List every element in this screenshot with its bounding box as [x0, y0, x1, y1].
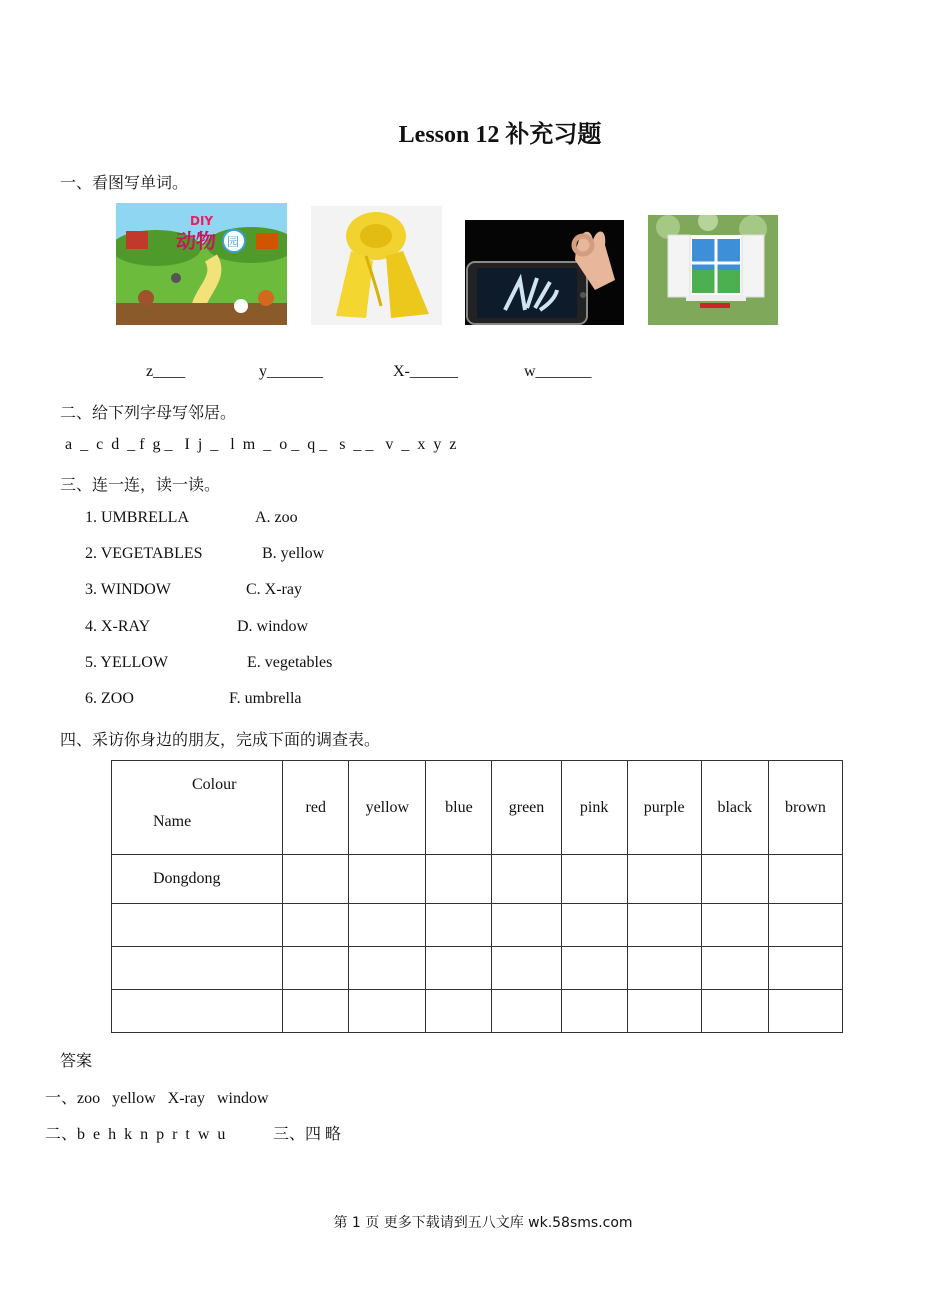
- blank-window[interactable]: w_______: [524, 363, 592, 380]
- match-right-2: B. yellow: [262, 545, 325, 562]
- table-cell[interactable]: [561, 990, 627, 1033]
- match-right-3: C. X-ray: [246, 581, 302, 598]
- answers-line2-b: 三、四 略: [273, 1126, 342, 1143]
- table-row: [112, 990, 843, 1033]
- table-cell[interactable]: [349, 855, 426, 904]
- table-row: [112, 904, 843, 947]
- table-cell[interactable]: [426, 990, 492, 1033]
- colour-header: brown: [768, 761, 842, 855]
- answers-line1: 一、zoo yellow X-ray window: [45, 1090, 269, 1107]
- svg-text:动物: 动物: [176, 229, 216, 253]
- match-left-6: 6. ZOO: [85, 690, 134, 707]
- table-cell[interactable]: [561, 947, 627, 990]
- table-cell[interactable]: [561, 855, 627, 904]
- name-cell[interactable]: [112, 990, 283, 1033]
- blank-zoo[interactable]: z____: [146, 363, 186, 380]
- page-title: Lesson 12 补充习题: [398, 122, 602, 148]
- table-cell[interactable]: [349, 947, 426, 990]
- match-right-4: D. window: [237, 618, 309, 635]
- match-right-1: A. zoo: [255, 509, 298, 526]
- table-cell[interactable]: [627, 947, 701, 990]
- blank-yellow[interactable]: y_______: [259, 363, 323, 380]
- table-cell[interactable]: [561, 904, 627, 947]
- match-left-5: 5. YELLOW: [85, 654, 168, 671]
- corner-name-label: Name: [153, 813, 192, 830]
- table-cell[interactable]: [627, 990, 701, 1033]
- letters-line: a _ c d _ f g _ I j _ l m _ o _ q _ s _ _ v _ x y z: [65, 436, 457, 453]
- yellow-scarf-picture-icon: [311, 206, 442, 325]
- table-cell[interactable]: [492, 990, 561, 1033]
- zoo-picture-icon: [116, 203, 287, 325]
- table-cell[interactable]: [768, 990, 842, 1033]
- table-cell[interactable]: [492, 855, 561, 904]
- survey-table: [111, 760, 843, 1033]
- blank-xray[interactable]: X-______: [393, 363, 458, 380]
- table-cell[interactable]: [283, 947, 349, 990]
- corner-colour-label: Colour: [192, 776, 237, 793]
- table-cell[interactable]: [349, 990, 426, 1033]
- match-left-1: 1. UMBRELLA: [85, 509, 189, 526]
- xray-hand-picture-icon: [465, 220, 624, 325]
- answers-line2: 二、b e h k n p r t w u: [45, 1126, 226, 1143]
- table-cell[interactable]: [492, 947, 561, 990]
- table-cell[interactable]: [426, 904, 492, 947]
- table-cell[interactable]: [701, 855, 768, 904]
- window-picture-icon: [648, 215, 778, 325]
- name-cell: Dongdong: [112, 855, 283, 904]
- section3-heading: 三、连一连，读一读。: [60, 477, 221, 494]
- table-cell[interactable]: [426, 855, 492, 904]
- table-header-row: [112, 761, 843, 855]
- table-cell[interactable]: [768, 904, 842, 947]
- match-right-6: F. umbrella: [229, 690, 302, 707]
- table-cell[interactable]: [283, 904, 349, 947]
- section1-heading: 一、看图写单词。: [60, 175, 189, 192]
- table-cell[interactable]: [492, 904, 561, 947]
- answers-heading: 答案: [60, 1053, 93, 1070]
- name-cell[interactable]: [112, 904, 283, 947]
- match-left-2: 2. VEGETABLES: [85, 545, 203, 562]
- name-cell[interactable]: [112, 947, 283, 990]
- colour-header: red: [283, 761, 349, 855]
- match-right-5: E. vegetables: [247, 654, 333, 671]
- table-cell[interactable]: [283, 990, 349, 1033]
- table-cell[interactable]: [627, 904, 701, 947]
- svg-text:园: 园: [227, 235, 240, 249]
- table-cell[interactable]: [426, 947, 492, 990]
- table-cell[interactable]: [701, 947, 768, 990]
- table-cell[interactable]: [768, 855, 842, 904]
- svg-text:DIY: DIY: [190, 214, 214, 228]
- match-left-4: 4. X-RAY: [85, 618, 151, 635]
- table-cell[interactable]: [768, 947, 842, 990]
- colour-header: blue: [426, 761, 492, 855]
- table-cell[interactable]: [627, 855, 701, 904]
- section2-heading: 二、给下列字母写邻居。: [60, 405, 237, 422]
- colour-header: green: [492, 761, 561, 855]
- section4-heading: 四、采访你身边的朋友，完成下面的调查表。: [60, 732, 381, 749]
- colour-header: pink: [561, 761, 627, 855]
- colour-header: black: [701, 761, 768, 855]
- table-cell[interactable]: [349, 904, 426, 947]
- page-footer: 第 1 页 更多下载请到五八文库 wk.58sms.com: [333, 1215, 633, 1231]
- table-row: [112, 947, 843, 990]
- table-cell[interactable]: [701, 990, 768, 1033]
- colour-header: purple: [627, 761, 701, 855]
- colour-header: yellow: [349, 761, 426, 855]
- table-cell[interactable]: [701, 904, 768, 947]
- table-row: [112, 855, 843, 904]
- match-left-3: 3. WINDOW: [85, 581, 171, 598]
- table-corner-cell: [112, 761, 283, 855]
- table-cell[interactable]: [283, 855, 349, 904]
